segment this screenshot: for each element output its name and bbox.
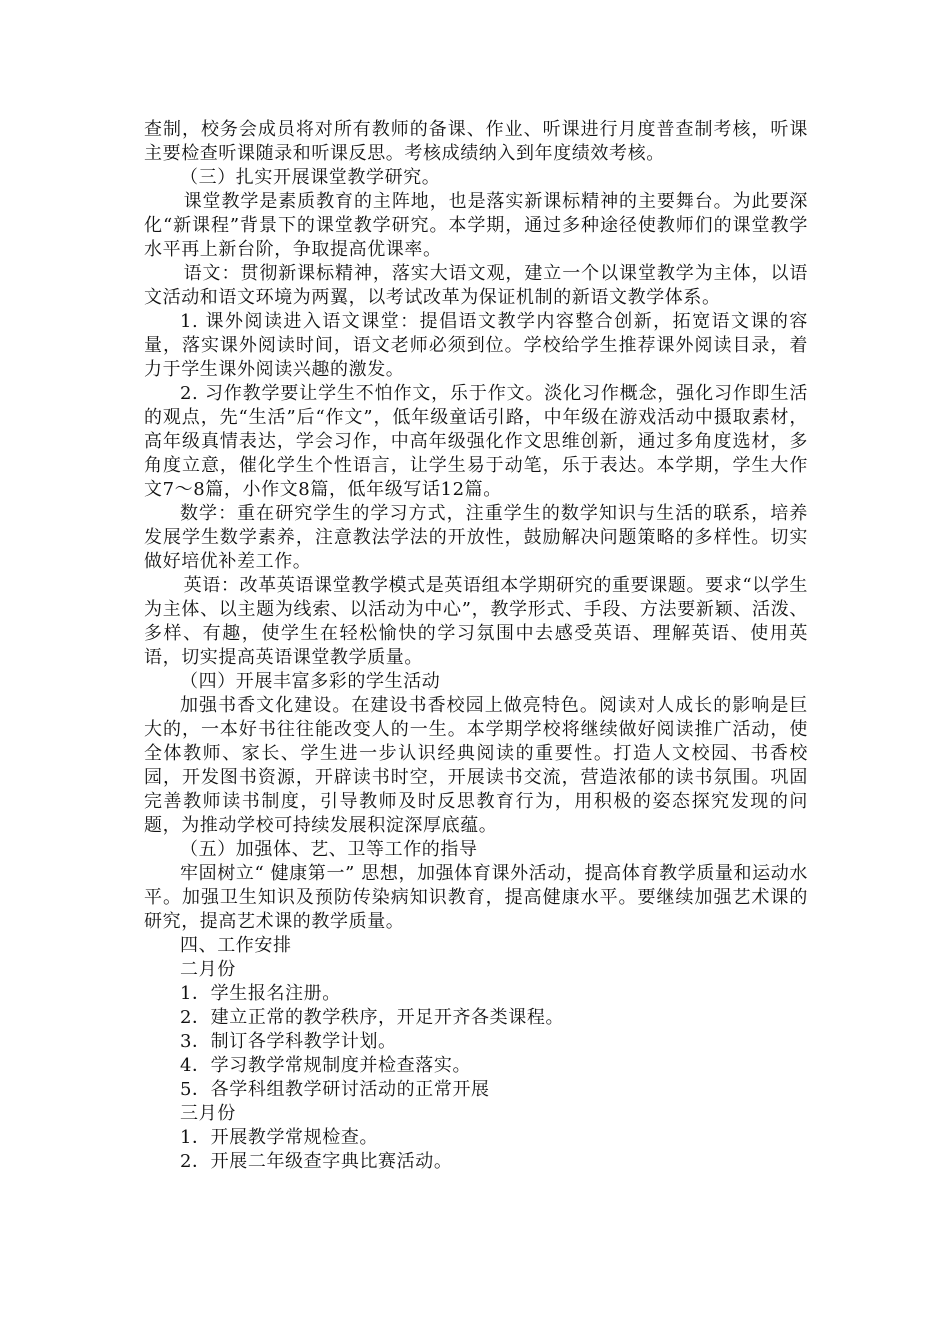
list-item: 4．学习教学常规制度并检查落实。 xyxy=(180,1055,472,1076)
paragraph-writing: 2. 习作教学要让学生不怕作文，乐于作文。淡化习作概念，强化习作即生活的观点，先“生活”后“作文”，低年级童话引路，中年级在游戏活动中摄取素材，高年级真情表达，学会习作，中高年级强化作文思维创新，通过多角度选材，多角度立意，催化学生个性语言，让学生易于动笔，乐于表达。本学期，学生大作文7～8篇，小作文8篇，低年级写话12篇。 xyxy=(144,383,808,500)
paragraph-health: 牢固树立“ 健康第一” 思想，加强体育课外活动，提高体育教学质量和运动水平。加强卫生知识及预防传染病知识教育，提高健康水平。要继续加强艺术课的研究，提高艺术课的教学质量。 xyxy=(144,863,808,932)
list-item: 1．学生报名注册。 xyxy=(180,983,341,1004)
heading-student-activities: （四）开展丰富多彩的学生活动 xyxy=(180,671,441,692)
paragraph-math: 数学：重在研究学生的学习方式，注重学生的数学知识与生活的联系，培养发展学生数学素养，注意教法学法的开放性，鼓励解决问题策略的多样性。切实做好培优补差工作。 xyxy=(144,503,808,572)
heading-classroom-research: （三）扎实开展课堂教学研究。 xyxy=(180,167,441,188)
month-february: 二月份 xyxy=(180,959,236,980)
list-item: 5．各学科组教学研讨活动的正常开展 xyxy=(180,1079,490,1100)
paragraph-reading-culture: 加强书香文化建设。在建设书香校园上做亮特色。阅读对人成长的影响是巨大的，一本好书往往能改变人的一生。本学期学校将继续做好阅读推广活动，使全体教师、家长、学生进一步认识经典阅读的重要性。打造人文校园、书香校园，开发图书资源，开辟读书时空，开展读书交流，营造浓郁的读书氛围。巩固完善教师读书制度，引导教师及时反思教育行为，用积极的姿态探究发现的问题，为推动学校可持续发展积淀深厚底蕴。 xyxy=(144,695,808,836)
list-item: 2．建立正常的教学秩序，开足开齐各类课程。 xyxy=(180,1007,565,1028)
paragraph-classroom: 课堂教学是素质教育的主阵地，也是落实新课标精神的主要舞台。为此要深化“新课程”背景下的课堂教学研究。本学期，通过多种途径使教师们的课堂教学水平再上新台阶，争取提高优课率。 xyxy=(144,191,808,260)
paragraph-inspection: 查制，校务会成员将对所有教师的备课、作业、听课进行月度普查制考核，听课主要检查听课随录和听课反思。考核成绩纳入到年度绩效考核。 xyxy=(144,119,808,164)
document-page xyxy=(144,118,808,1174)
paragraph-chinese: 语文：贯彻新课标精神，落实大语文观，建立一个以课堂教学为主体，以语文活动和语文环境为两翼，以考试改革为保证机制的新语文教学体系。 xyxy=(144,263,808,308)
heading-work-schedule: 四、工作安排 xyxy=(180,935,292,956)
paragraph-english: 英语：改革英语课堂教学模式是英语组本学期研究的重要课题。要求“以学生为主体、以主题为线索、以活动为中心”，教学形式、手段、方法要新颖、活泼、多样、有趣，使学生在轻松愉快的学习氛围中去感受英语、理解英语、使用英语，切实提高英语课堂教学质量。 xyxy=(144,575,808,668)
month-march: 三月份 xyxy=(180,1103,236,1124)
list-item: 3．制订各学科教学计划。 xyxy=(180,1031,397,1052)
list-item: 1．开展教学常规检查。 xyxy=(180,1127,379,1148)
list-item: 2．开展二年级查字典比赛活动。 xyxy=(180,1151,453,1172)
paragraph-reading: 1. 课外阅读进入语文课堂：提倡语文教学内容整合创新，拓宽语文课的容量，落实课外阅读时间，语文老师必须到位。学校给学生推荐课外阅读目录，着力于学生课外阅读兴趣的激发。 xyxy=(144,311,808,380)
heading-sports-arts: （五）加强体、艺、卫等工作的指导 xyxy=(180,839,478,860)
